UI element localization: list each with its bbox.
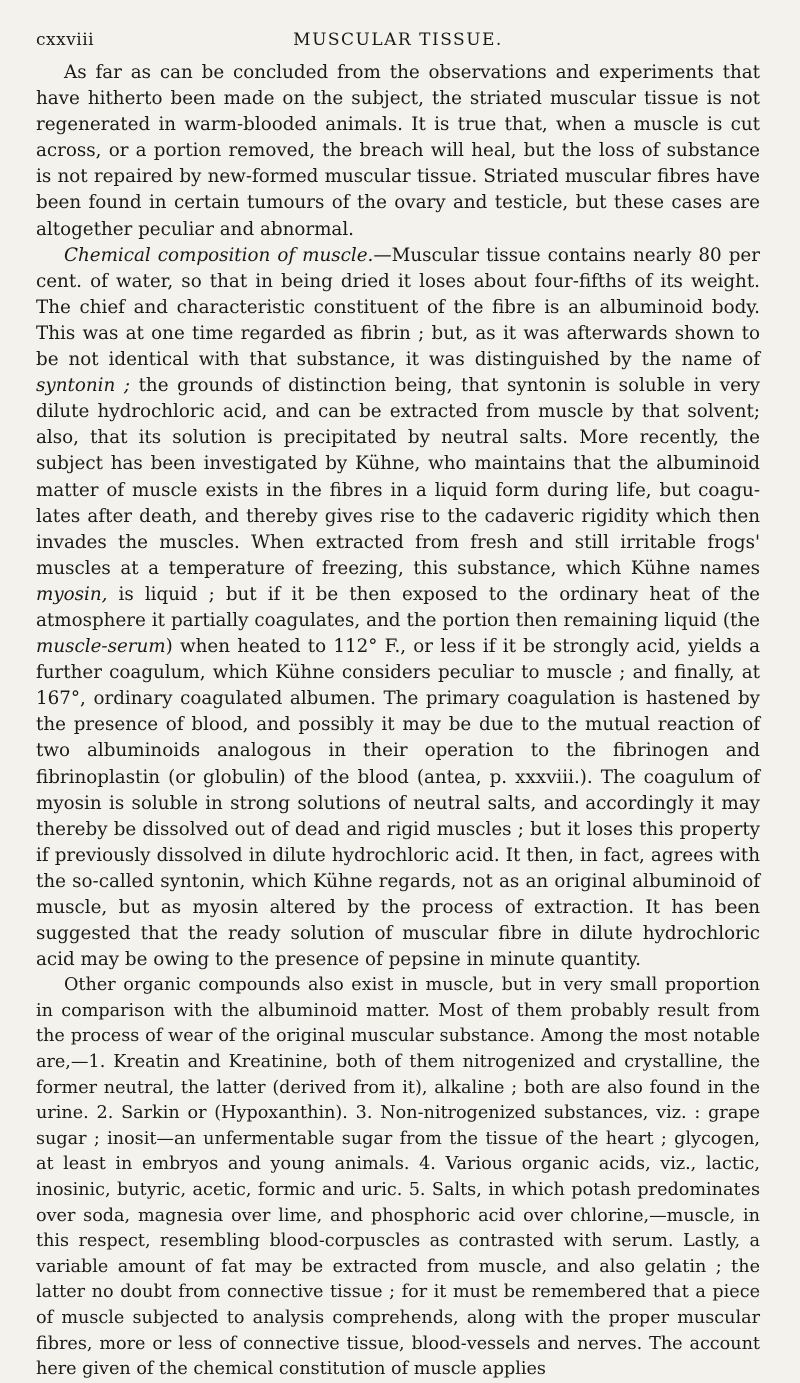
term-myosin: myosin, (36, 583, 108, 605)
paragraph-regeneration: As far as can be concluded from the observations and experiments that have hitherto been made on the subject, the striated muscular tissue is not regenerated in warm-blooded animals. It is true that, when a muscle is cut across, or a portion removed, the breach will heal, but the loss of substance is not repaired by new-formed muscular tissue. Striated muscular fibres have been found in certain tumours of the ovary and testicle, but these cases are altogether peculiar and abnormal. (36, 62, 760, 240)
paragraph-organic-compounds: Other organic compounds also exist in muscle, but in very small proportion in comparison with the albuminoid matter. Most of them probably result from the process of wear of the original muscular substance. Among the most notable are,—1. Kreatin and Kreatinine, both of them nitrogenized and crystalline, the former neutral, the latter (derived from it), alkaline ; both are also found in the urine. 2. Sarkin or (Hypoxanthin). 3. Non-nitrogenized substances, viz. : grape sugar ; inosit—an unfermentable sugar from the tissue of the heart ; glycogen, at least in embryos and young animals. 4. Various organic acids, viz., lactic, inosinic, butyric, acetic, formic and uric. 5. Salts, in which potash predominates over soda, magnesia over lime, and phosphoric acid over chlorine,—muscle, in this respect, resembling blood-corpuscles as contrasted with serum. Lastly, a variable amount of fat may be extracted from muscle, and also gelatin ; the latter no doubt from connective tissue ; for it must be remembered that a piece of muscle subjected to analysis comprehends, along with the proper muscular fibres, more or less of connective tissue, blood-vessels and nerves. The account here given of the chemical constitution of muscle applies (36, 975, 760, 1380)
term-muscle-serum: muscle-serum (36, 636, 166, 658)
text-run: —Muscular tissue contains nearly 80 per cent. of water, so that in being dried it loses about four-fifths of its weight. The chief and characteristic constituent of the fibre is an albuminoid body. This was at one time regarded as fibrin ; but, as it was afterwards shown to be not identical with that substance, it was distinguished by the name of (36, 244, 760, 371)
text-run: the grounds of distinction being, that syntonin is soluble in very dilute hydrochloric acid, and can be extracted from muscle by that solvent; also, that its solution is precipitated by neutral salts. More recently, the subject has been investigated by Kühne, who maintains that the albuminoid matter of muscle exists in the fibres in a liquid form during life, but coagulates after death, and thereby gives rise to the cadaveric rigidity which then invades the muscles. When extracted from fresh and still irritable frogs' muscles at a temperature of freezing, this substance, which Kühne names (36, 375, 761, 579)
section-heading: Chemical composition of muscle. (64, 244, 374, 266)
page-header (36, 26, 760, 56)
running-title: MUSCULAR TISSUE. (293, 30, 503, 50)
text-run: is liquid ; but if it be then exposed to the ordinary heat of the atmosphere it partially coagulates, and the portion then remaining liquid (the (36, 583, 760, 631)
term-syntonin: syntonin ; (36, 375, 130, 397)
body-text (36, 60, 760, 1383)
page-number: cxxviii (36, 30, 95, 50)
text-run: ) when heated to 112° F., or less if it be strongly acid, yields a further coagulum, which Kühne considers peculiar to muscle ; and finally, at 167°, ordinary coagulated albumen. The primary coagulation is hastened by the presence of blood, and possibly it may be due to the mutual reaction of two albuminoids analogous in their operation to the fibrinogen and fibrinoplastin (or globulin) of the blood (antea, p. xxxviii.). The coagulum of myosin is soluble in strong solutions of neutral salts, and accordingly it may thereby be dissolved out of dead and rigid muscles ; but it loses this property if previously dissolved in dilute hydrochloric acid. It then, in fact, agrees with the so-called syntonin, which Kühne regards, not as an original albuminoid of muscle, but as myosin altered by the process of extraction. It has been suggested that the ready solution of muscular fibre in dilute hydrochloric acid may be owing to the presence of pepsine in minute quantity. (36, 636, 760, 971)
paragraph-chemical-composition (36, 243, 760, 974)
